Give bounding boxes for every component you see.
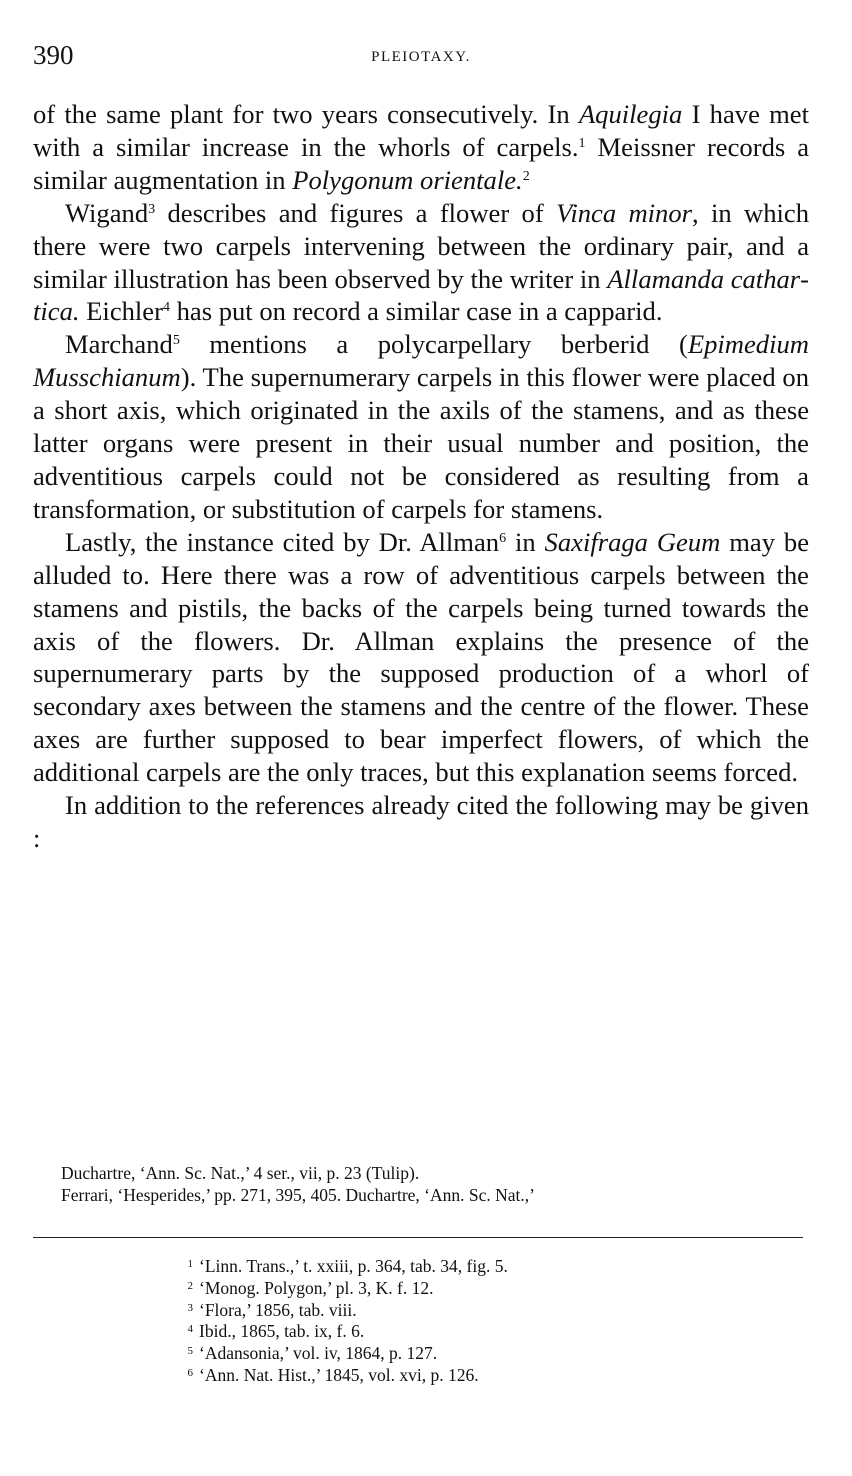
page-header <box>33 40 809 74</box>
footnote-number: 1 <box>187 1258 193 1270</box>
footnote <box>173 1343 773 1365</box>
italic-text: Saxifraga Geum <box>544 526 721 557</box>
footnote-text: ‘Linn. Trans.,’ t. xxiii, p. 364, tab. 34, fig. 5. <box>199 1256 508 1276</box>
text-run: Lastly, the instance cited by Dr. Allman <box>65 526 500 557</box>
reference-entry: Ferrari, ‘Hesperides,’ pp. 271, 395, 405. Duchartre, ‘Ann. Sc. Nat.,’ <box>61 1185 535 1205</box>
paragraph <box>33 526 809 789</box>
footnote <box>173 1256 773 1278</box>
footnote-marker: 2 <box>522 168 530 184</box>
text-run: Meissner records a similar augmentation in <box>33 131 809 195</box>
footnotes <box>173 1256 773 1387</box>
footnote-text: Ibid., 1865, tab. ix, f. 6. <box>199 1321 365 1342</box>
text-run: ). The supernumerary carpels in this flower were placed on a short axis, which originated in the axils of the stamens, and as these latter organs were present in their usual number and position, the adventitious carpels could not be considered as resulting from a transformation, or substitution of carpels for stamens. <box>33 362 809 524</box>
footnote-text: ‘Monog. Polygon,’ pl. 3, K. f. 12. <box>199 1277 434 1298</box>
text-run: Eichler <box>79 296 163 327</box>
paragraph <box>33 328 809 525</box>
italic-text: Allamanda cathartica. <box>33 263 809 327</box>
text-run: in <box>506 526 545 557</box>
text-run: I have met with a similar increase in the whorls of carpels. <box>33 99 810 162</box>
running-title: PLEIOTAXY. <box>371 49 471 65</box>
text-run: In addition to the references already cited the following may be given : <box>33 790 809 853</box>
footnote-marker: 1 <box>578 135 586 151</box>
footnote-marker: 6 <box>499 530 507 546</box>
reference-list <box>61 1162 809 1206</box>
footnote-marker: 5 <box>172 333 180 349</box>
text-run: , in which there were two carpels intervening between the ordinary pair, and a similar illustration has been observed by the writer in <box>33 197 810 294</box>
footnote-text: ‘Flora,’ 1856, tab. viii. <box>199 1299 357 1320</box>
page-number: 390 <box>33 40 74 70</box>
footnote <box>173 1321 773 1343</box>
text-run: mentions a polycarpellary berberid ( <box>179 329 688 360</box>
body-text <box>33 98 809 855</box>
footnote-text: ‘Ann. Nat. Hist.,’ 1845, vol. xvi, p. 126. <box>199 1364 479 1385</box>
reference-entry: Duchartre, ‘Ann. Sc. Nat.,’ 4 ser., vii, p. 23 (Tulip). <box>61 1163 420 1183</box>
italic-text: Epimedium Musschianum <box>33 329 809 393</box>
italic-text: Aquilegia <box>578 99 683 129</box>
text-run: describes and figures a flower of <box>155 197 557 228</box>
footnote <box>173 1365 773 1387</box>
footnote-marker: 4 <box>162 300 170 316</box>
text-run: has put on record a similar case in a capparid. <box>169 296 663 327</box>
paragraph <box>33 197 809 329</box>
footnote-text: ‘Adansonia,’ vol. iv, 1864, p. 127. <box>199 1343 438 1364</box>
footnote <box>173 1278 773 1300</box>
paragraph <box>33 98 809 197</box>
text-run: may be alluded to. Here there was a row of adventitious carpels between the stamens and pistils, the backs of the carpels being turned towards the axis of the flowers. Dr. Allman explains the presence of the supernumerary parts by the supposed production of a whorl of secondary axes between the stamens and the centre of the flower. These axes are further supposed to bear imperfect flowers, of which the additional carpels are the only traces, but this explanation seems forced. <box>33 526 810 788</box>
footnote-number: 6 <box>187 1366 193 1379</box>
footnote-number: 2 <box>187 1279 193 1292</box>
footnote <box>173 1300 773 1322</box>
text-run: Marchand <box>65 329 173 360</box>
footnote-number: 3 <box>187 1301 193 1314</box>
footnote-number: 5 <box>187 1345 193 1358</box>
text-run: of the same plant for two years consecutively. In <box>33 99 579 129</box>
italic-text: Polygonum orientale. <box>292 164 523 195</box>
footnote-divider <box>33 1237 803 1238</box>
paragraph <box>33 789 809 855</box>
text-run: Wigand <box>65 197 149 228</box>
italic-text: Vinca minor <box>556 197 692 228</box>
footnote-marker: 3 <box>148 201 156 217</box>
footnote-number: 4 <box>187 1323 193 1336</box>
